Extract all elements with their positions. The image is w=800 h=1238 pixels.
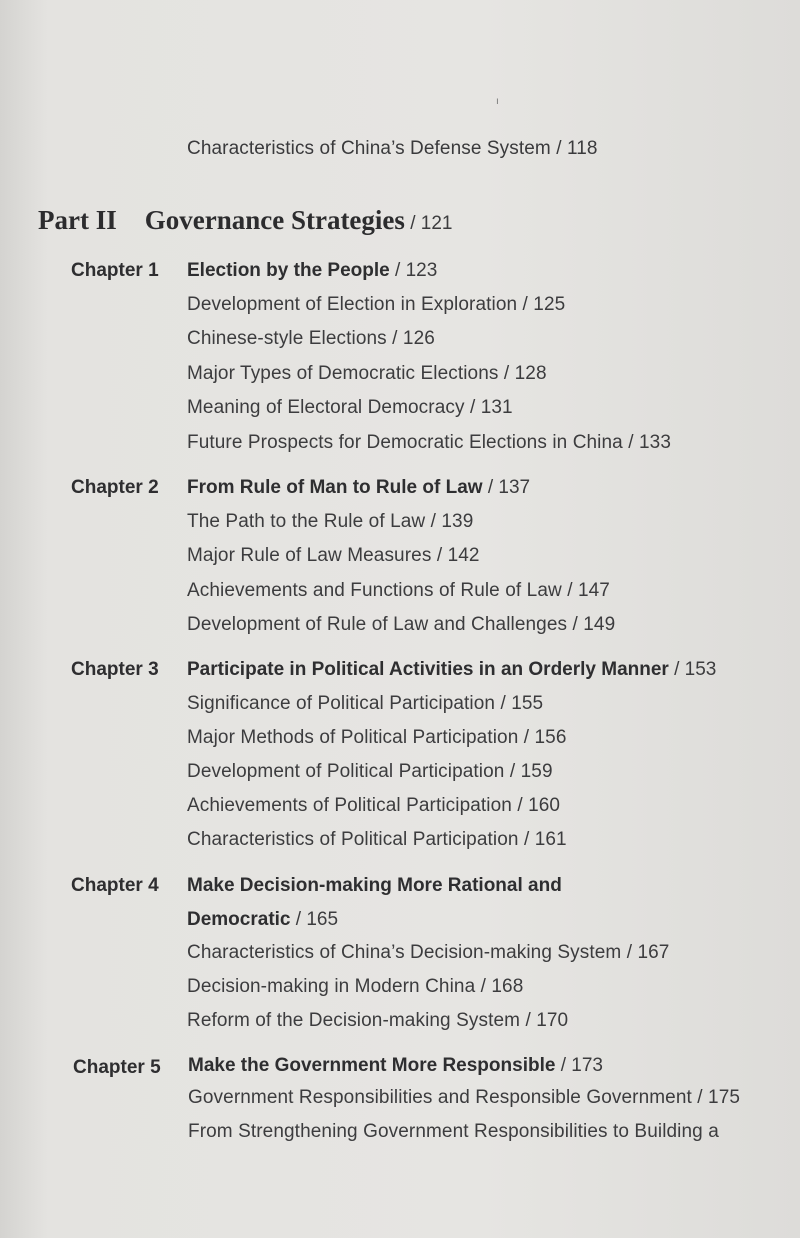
section-page: 149 [583,614,616,635]
part-heading: Part II Governance Strategies / 121 [38,205,453,235]
chapter-page: 165 [306,909,339,930]
section-entry: Reform of the Decision-making System / 170 [187,1010,569,1031]
section-entry: Chinese-style Elections / 126 [187,328,435,349]
chapter-title: Election by the People / 123 [187,260,438,281]
section-page: 133 [638,432,671,453]
section-entry: Government Responsibilities and Responsible Government / 175 [188,1087,741,1108]
section-page: 155 [511,693,544,714]
section-entry: Major Types of Democratic Elections / 128 [187,363,547,384]
section-entry: Characteristics of Political Participation / 161 [187,829,567,850]
section-entry: Development of Rule of Law and Challenges / 149 [187,614,616,635]
section-entry: Achievements and Functions of Rule of Law / 147 [187,580,610,601]
section-page: 131 [480,397,513,418]
section-text: Major Rule of Law Measures [187,545,432,566]
section-entry: Significance of Political Participation / 155 [187,693,544,714]
chapter-label: Chapter 2 [71,477,159,498]
section-page: 167 [637,942,670,963]
section-entry: Meaning of Electoral Democracy / 131 [187,397,513,418]
section-text: The Path to the Rule of Law [187,511,426,532]
section-text: Government Responsibilities and Responsible Government [188,1087,692,1108]
section-text: Major Types of Democratic Elections [187,363,499,384]
chapter-label: Chapter 1 [71,260,159,281]
section-page: 161 [534,829,567,850]
section-text: Development of Rule of Law and Challenges [187,614,568,635]
chapter-title-text: Democratic [187,909,291,930]
chapter-title: Make the Government More Responsible / 173 [188,1055,603,1076]
section-entry: Decision-making in Modern China / 168 [187,976,524,997]
section-text: Characteristics of Political Participation [187,829,519,850]
section-text: Meaning of Electoral Democracy [187,397,465,418]
section-page: 139 [441,511,474,532]
chapter-title-text: From Rule of Man to Rule of Law [187,477,483,498]
part-page: 121 [420,213,453,234]
section-entry: Future Prospects for Democratic Elections in China / 133 [187,432,671,453]
section-page: 126 [402,328,435,349]
section-entry: Development of Election in Exploration / 125 [187,294,566,315]
toc-entry-defense-system: Characteristics of China’s Defense System / 118 [187,138,598,159]
section-page: 168 [491,976,524,997]
chapter-page: 153 [684,659,717,680]
part-title: Governance Strategies [144,205,405,235]
section-entry: Development of Political Participation / 159 [187,761,553,782]
section-text: Future Prospects for Democratic Elections in China [187,432,623,453]
part-label: Part II [38,205,117,235]
section-page: 147 [577,580,610,601]
section-entry: Achievements of Political Participation / 160 [187,795,561,816]
section-text: Achievements of Political Participation [187,795,512,816]
section-entry: Major Rule of Law Measures / 142 [187,545,480,566]
chapter-label: Chapter 4 [71,875,159,896]
chapter-label: Chapter 3 [71,659,159,680]
chapter-title-line-1: Make Decision-making More Rational and [187,875,562,896]
section-text: Reform of the Decision-making System [187,1010,521,1031]
section-entry: Major Methods of Political Participation / 156 [187,727,567,748]
section-text: Characteristics of China’s Decision-making System [187,942,622,963]
section-page: 128 [514,363,547,384]
speck-mark: ı [496,96,499,107]
section-text: Chinese-style Elections [187,328,387,349]
chapter-page: 173 [571,1055,603,1076]
section-page: 175 [708,1087,741,1108]
chapter-page: 137 [498,477,531,498]
section-entry [188,1120,719,1144]
chapter-title: From Rule of Man to Rule of Law / 137 [187,477,531,498]
chapter-page: 123 [405,260,438,281]
section-page: 159 [520,761,553,782]
section-text: Major Methods of Political Participation [187,727,519,748]
section-text: Development of Political Participation [187,761,505,782]
chapter-title-line-2: Democratic / 165 [187,909,339,930]
chapter-title-text: Election by the People [187,260,390,281]
chapter-title: Participate in Political Activities in an Orderly Manner / 153 [187,659,717,680]
chapter-label: Chapter 5 [73,1057,161,1078]
section-page: 125 [533,294,566,315]
section-text: Achievements and Functions of Rule of Law [187,580,562,601]
section-entry: Characteristics of China’s Decision-making System / 167 [187,942,670,963]
entry-text: Characteristics of China’s Defense System [187,138,551,159]
entry-page: 118 [566,138,598,159]
section-page: 160 [528,795,561,816]
section-text: From Strengthening Government Responsibilities to Building a [188,1121,719,1142]
section-text: Significance of Political Participation [187,693,496,714]
chapter-title-text: Participate in Political Activities in an Orderly Manner [187,659,669,680]
section-page: 142 [447,545,480,566]
section-page: 156 [534,727,567,748]
chapter-title-text: Make the Government More Responsible [188,1055,556,1076]
section-text: Decision-making in Modern China [187,976,476,997]
section-text: Development of Election in Exploration [187,294,518,315]
section-page: 170 [536,1010,569,1031]
section-entry: The Path to the Rule of Law / 139 [187,511,474,532]
